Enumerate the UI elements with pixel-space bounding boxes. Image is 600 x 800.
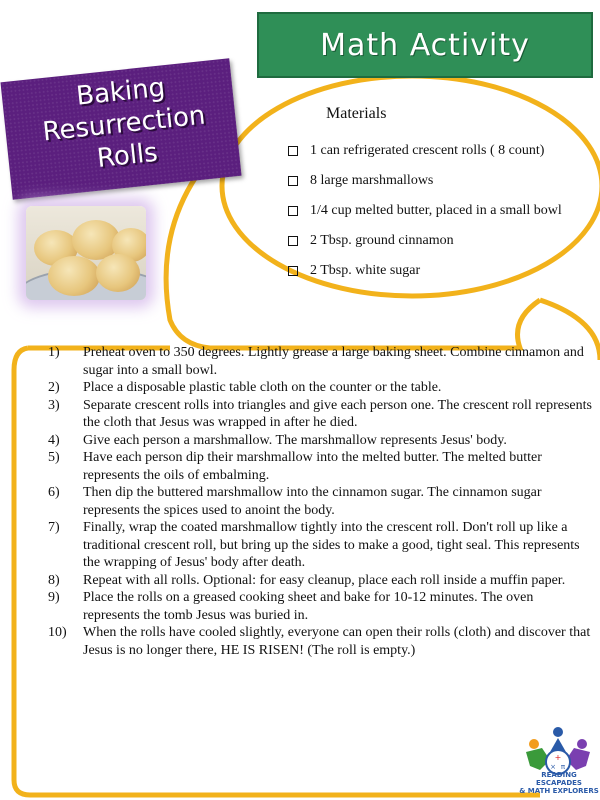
instruction-step <box>48 519 593 572</box>
instruction-step <box>48 624 593 659</box>
material-item-text: 1 can refrigerated crescent rolls ( 8 count) <box>310 143 545 158</box>
logo-line-1: READING ESCAPADES <box>536 771 582 787</box>
roll-shape <box>48 256 100 296</box>
recipe-title-line-2: Resurrection <box>41 100 207 148</box>
step-text: Place a disposable plastic table cloth on the counter or the table. <box>83 380 442 395</box>
step-text: Have each person dip their marshmallow into the melted butter. The melted butter represents the oils of embalming. <box>83 450 542 483</box>
instructions-list <box>48 344 593 659</box>
material-item-text: 2 Tbsp. ground cinnamon <box>310 233 454 248</box>
instruction-step <box>48 379 593 397</box>
recipe-title-line-1: Baking <box>74 72 167 112</box>
step-text: Place the rolls on a greased cooking sheet and bake for 10-12 minutes. The oven represents the tomb Jesus was buried in. <box>83 590 534 623</box>
banner-title: Math Activity <box>320 27 530 63</box>
step-number: 4) <box>48 432 60 448</box>
material-item-text: 2 Tbsp. white sugar <box>310 263 421 278</box>
step-text: Separate crescent rolls into triangles and give each person one. The crescent roll represents the cloth that Jesus was wrapped in after he died. <box>83 397 592 430</box>
material-item <box>288 196 562 226</box>
step-text: Then dip the buttered marshmallow into the cinnamon sugar. The cinnamon sugar represents the spices used to anoint the body. <box>83 485 542 518</box>
material-item <box>288 226 562 256</box>
checkbox-icon <box>288 266 298 276</box>
instruction-step <box>48 589 593 624</box>
logo-line-2: & MATH EXPLORERS <box>519 787 599 795</box>
step-number: 8) <box>48 572 60 588</box>
material-item <box>288 256 562 286</box>
step-text: Give each person a marshmallow. The marshmallow represents Jesus' body. <box>83 432 507 448</box>
svg-text:π: π <box>560 763 566 771</box>
step-text: Repeat with all rolls. Optional: for easy cleanup, place each roll inside a muffin paper. <box>83 572 566 588</box>
instruction-step <box>48 572 593 590</box>
step-number: 5) <box>48 450 60 465</box>
instruction-step <box>48 344 593 379</box>
roll-shape <box>96 254 140 292</box>
step-number: 2) <box>48 380 60 395</box>
svg-text:+: + <box>554 753 562 762</box>
materials-heading: Materials <box>326 105 387 122</box>
logo-wordmark <box>518 771 600 795</box>
step-number: 10) <box>48 625 67 640</box>
material-item <box>288 166 562 196</box>
step-text: When the rolls have cooled slightly, everyone can open their rolls (cloth) and discover that Jesus is no longer there, HE IS RISEN! (The roll is empty.) <box>83 625 591 658</box>
svg-text:×: × <box>550 763 556 771</box>
math-activity-banner <box>257 12 593 78</box>
step-number: 3) <box>48 397 60 413</box>
step-number: 9) <box>48 590 60 605</box>
instruction-step <box>48 397 593 432</box>
step-number: 1) <box>48 345 60 360</box>
step-text: Preheat oven to 350 degrees. Lightly grease a large baking sheet. Combine cinnamon and sugar into a small bowl. <box>83 345 584 378</box>
baked-rolls-photo <box>26 206 146 300</box>
instruction-step <box>48 432 593 450</box>
checkbox-icon <box>288 176 298 186</box>
material-item <box>288 136 562 166</box>
material-item-text: 1/4 cup melted butter, placed in a small bowl <box>310 203 562 218</box>
checkbox-icon <box>288 236 298 246</box>
recipe-title-line-3: Rolls <box>95 137 160 174</box>
material-item-text: 8 large marshmallows <box>310 173 434 188</box>
checkbox-icon <box>288 146 298 156</box>
step-number: 6) <box>48 485 60 500</box>
instruction-step <box>48 449 593 484</box>
checkbox-icon <box>288 206 298 216</box>
instruction-step <box>48 484 593 519</box>
step-number: 7) <box>48 520 60 535</box>
step-text: Finally, wrap the coated marshmallow tightly into the crescent roll. Don't roll up like a traditional crescent roll, but bring up the sides to make a good, tight seal. This represents the wrapping of Jesus' body after death. <box>83 520 580 570</box>
materials-list <box>288 136 562 286</box>
